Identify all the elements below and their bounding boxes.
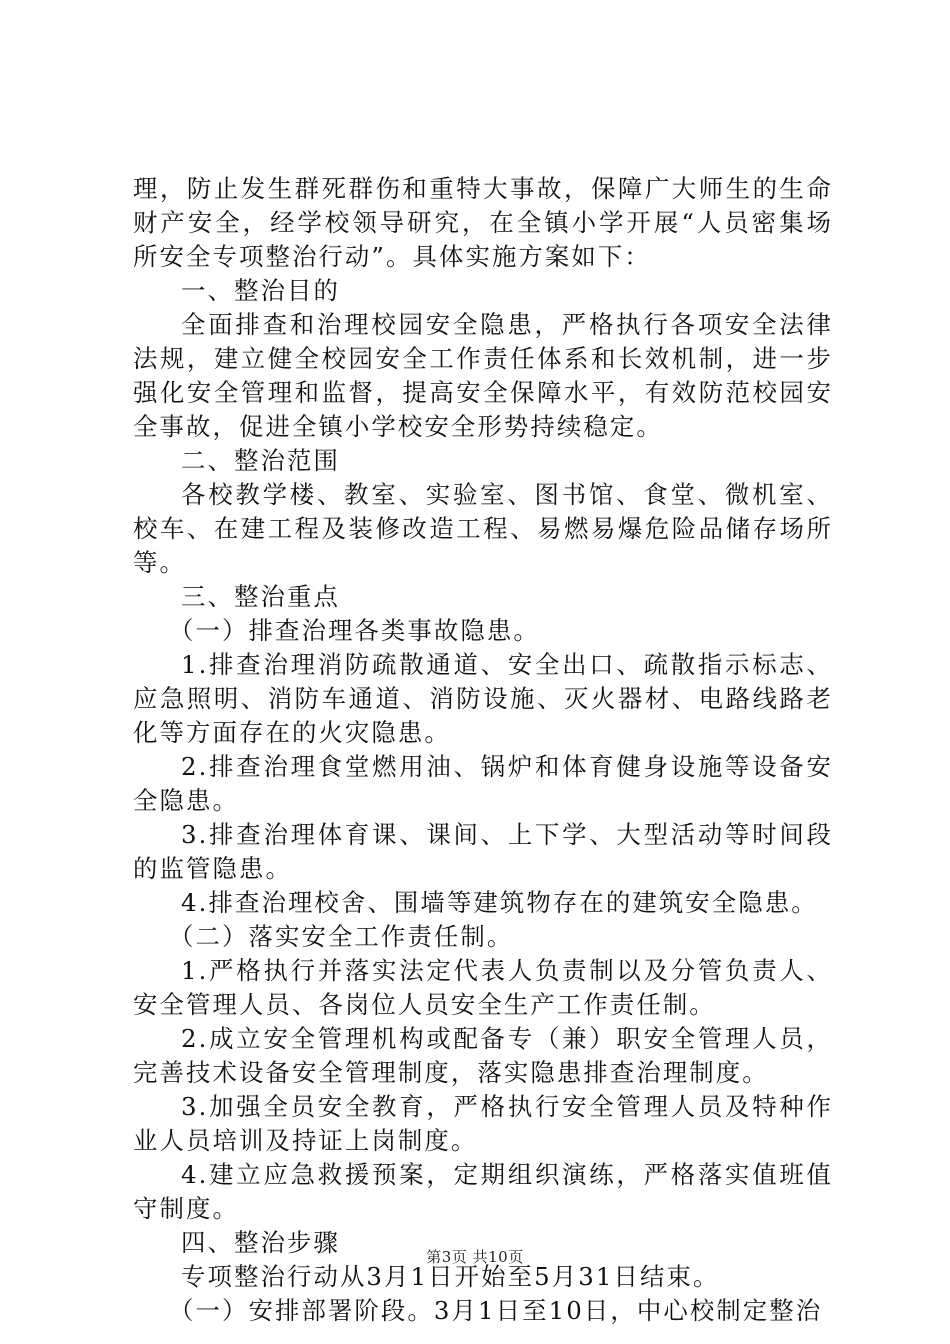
list-item-responsibility-3: 3.加强全员安全教育，严格执行安全管理人员及特种作业人员培训及持证上岗制度。 <box>133 1092 833 1155</box>
list-item-responsibility-4: 4.建立应急救援预案，定期组织演练，严格落实值班值守制度。 <box>133 1160 833 1223</box>
paragraph-intro: 理，防止发生群死群伤和重特大事故，保障广大师生的生命财产安全，经学校领导研究，在全镇小学开展“人员密集场所安全专项整治行动”。具体实施方案如下： <box>133 174 833 271</box>
list-item-hazard-4: 4.排查治理校舍、围墙等建筑物存在的建筑安全隐患。 <box>181 888 818 917</box>
paragraph-steps: 专项整治行动从3月1日开始至5月31日结束。 <box>181 1262 720 1291</box>
heading-focus: 三、整治重点 <box>181 582 340 611</box>
list-item-hazard-1: 1.排查治理消防疏散通道、安全出口、疏散指示标志、应急照明、消防车通道、消防设施、灭火器材、电路线路老化等方面存在的火灾隐患。 <box>133 650 833 747</box>
list-item-responsibility-1: 1.严格执行并落实法定代表人负责制以及分管负责人、安全管理人员、各岗位人员安全生产工作责任制。 <box>133 956 833 1019</box>
paragraph-scope: 各校教学楼、教室、实验室、图书馆、食堂、微机室、校车、在建工程及装修改造工程、易燃易爆危险品储存场所等。 <box>133 480 833 577</box>
list-item-hazard-3: 3.排查治理体育课、课间、上下学、大型活动等时间段的监管隐患。 <box>133 820 833 883</box>
list-item-hazard-2: 2.排查治理食堂燃用油、锅炉和体育健身设施等设备安全隐患。 <box>133 752 833 815</box>
subheading-responsibility: （二）落实安全工作责任制。 <box>169 922 514 951</box>
heading-steps: 四、整治步骤 <box>181 1228 340 1257</box>
page-footer: 第3页 共10页 <box>426 1248 524 1266</box>
subheading-deployment: （一）安排部署阶段。3月1日至10日，中心校制定整治 <box>169 1296 823 1325</box>
document-body <box>133 172 833 1328</box>
subheading-hazards: （一）排查治理各类事故隐患。 <box>169 616 540 645</box>
heading-purpose: 一、整治目的 <box>181 276 340 305</box>
list-item-responsibility-2: 2.成立安全管理机构或配备专（兼）职安全管理人员，完善技术设备安全管理制度，落实隐患排查治理制度。 <box>133 1024 833 1087</box>
heading-scope: 二、整治范围 <box>181 446 340 475</box>
paragraph-purpose: 全面排查和治理校园安全隐患，严格执行各项安全法律法规，建立健全校园安全工作责任体系和长效机制，进一步强化安全管理和监督，提高安全保障水平，有效防范校园安全事故，促进全镇小学校安全形势持续稳定。 <box>133 310 833 441</box>
